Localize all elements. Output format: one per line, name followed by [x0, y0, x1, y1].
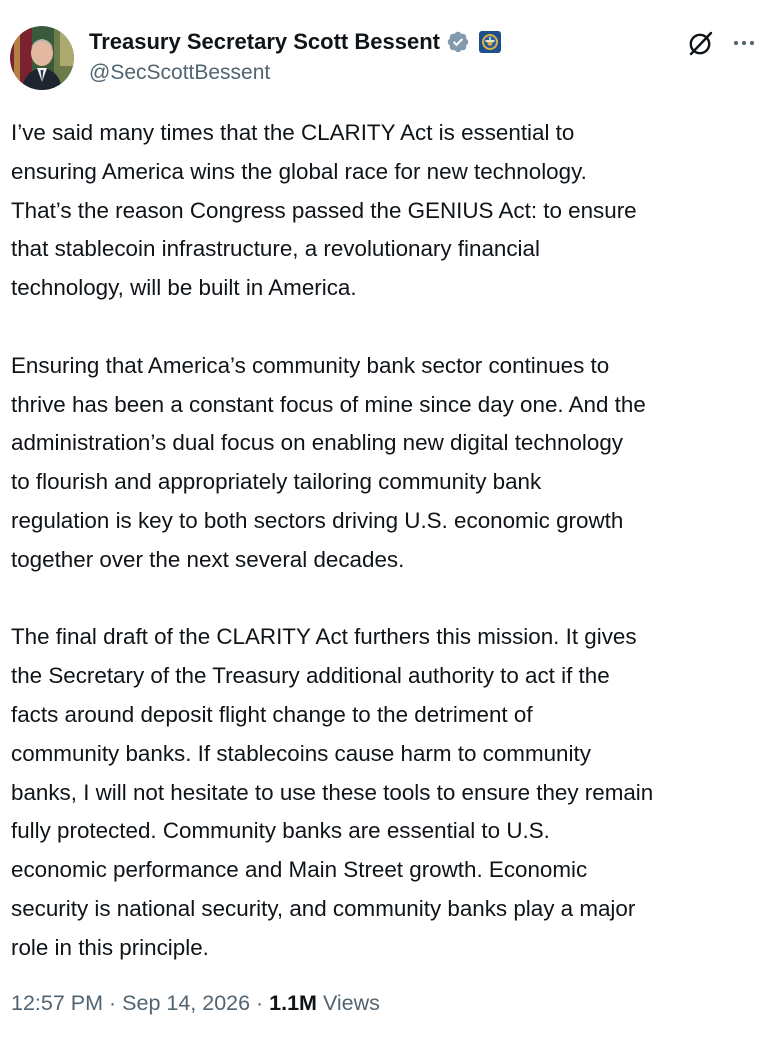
post-paragraph: The final draft of the CLARITY Act furthers this mission. It gives the Secretary of the Treasury additional authority to act if the facts around deposit flight change to the detriment of community banks. If stablecoins cause harm to community banks, I will not hesitate to use these tools to ensure they remain fully protected. Community banks are essential to U.S. economic performance and Main Street growth. Economic security is national security, and community banks play a major role in this principle. — [11, 624, 654, 960]
display-name[interactable]: Treasury Secretary Scott Bessent — [89, 29, 440, 54]
treasury-seal-icon[interactable] — [478, 30, 502, 54]
views-count[interactable]: 1.1M — [269, 991, 317, 1015]
tweet-header — [10, 24, 760, 92]
meta-separator: · — [103, 991, 123, 1015]
display-name-row — [89, 28, 609, 56]
post-paragraph: Ensuring that America’s community bank sector continues to thrive has been a constant focus of mine since day one. And the administration’s dual focus on enabling new digital technology to flourish and appropriately tailoring community bank regulation is key to both sectors driving U.S. economic growth together over the next several decades. — [11, 352, 646, 572]
more-horizontal-icon[interactable] — [729, 28, 759, 58]
post-paragraph: I’ve said many times that the CLARITY Act is essential to ensuring America wins the global race for new technology. That’s the reason Congress passed the GENIUS Act: to ensure that stablecoin infrastructure, a revolutionary financial technology, will be built in America. — [11, 120, 637, 301]
author-names — [89, 28, 609, 85]
grok-icon[interactable] — [686, 28, 716, 58]
post-text — [11, 114, 760, 968]
views-label[interactable]: Views — [316, 991, 380, 1015]
post-metadata — [11, 991, 380, 1016]
avatar[interactable] — [10, 26, 74, 90]
post-time[interactable]: 12:57 PM — [11, 991, 104, 1015]
profile-photo-icon — [10, 26, 74, 90]
post-date[interactable]: Sep 14, 2026 — [122, 991, 251, 1015]
verified-badge-icon[interactable] — [446, 30, 470, 54]
author-handle[interactable]: @SecScottBessent — [89, 61, 271, 84]
meta-separator: · — [250, 991, 270, 1015]
